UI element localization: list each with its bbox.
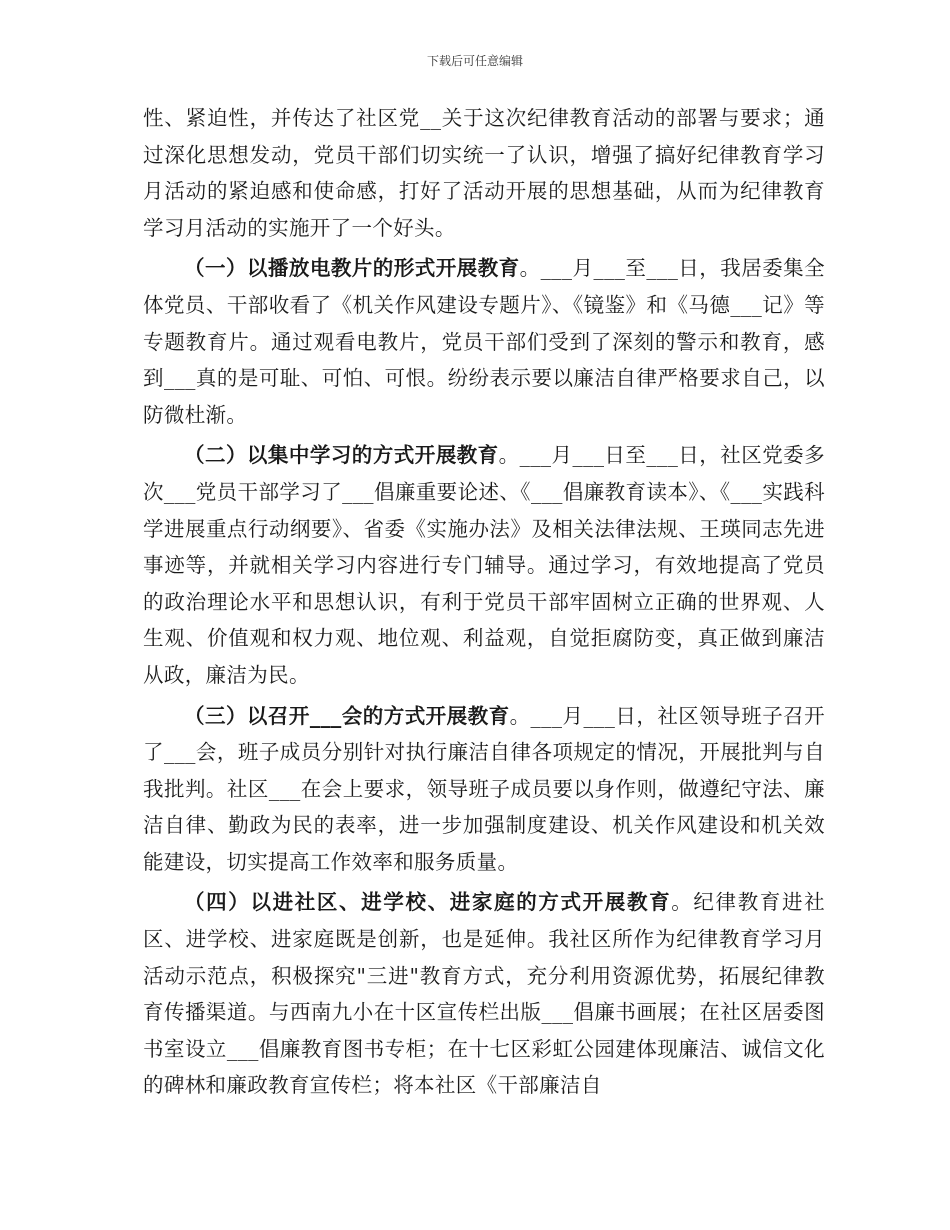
section-heading: （四）以进社区、进学校、进家庭的方式开展教育 [184,890,672,915]
paragraph-section-3 [143,698,825,881]
paragraph-text: 。___月___日至___日，社区党委多次___党员干部学习了___倡廉重要论述、《___倡廉教育读本》、《___实践科学进展重点行动纲要》、省委《实施办法》及相关法律法规、王瑛同志先进事迹等，并就相关学习内容进行专门辅导。通过学习，有效地提高了党员的政治理论水平和思想认识，有利于党员干部牢固树立正确的世界观、人生观、价值观和权力观、地位观、利益观，自觉拒腐防变，真正做到廉洁从政，廉洁为民。 [143,443,825,687]
paragraph-text: 性、紧迫性，并传达了社区党__关于这次纪律教育活动的部署与要求；通过深化思想发动，党员干部们切实统一了认识，增强了搞好纪律教育学习月活动的紧迫感和使命感，打好了活动开展的思想基础，从而为纪律教育学习月活动的实施开了一个好头。 [143,106,825,240]
page-header: 下载后可任意编辑 [426,54,523,68]
section-heading: （一）以播放电教片的形式开展教育 [184,256,520,281]
paragraph-intro [143,100,825,246]
paragraph-text: 。纪律教育进社区、进学校、进家庭既是创新，也是延伸。我社区所作为纪律教育学习月活动示范点，积极探究"三进"教育方式，充分利用资源优势，拓展纪律教育传播渠道。与西南九小在十区宣传栏出版___倡廉书画展；在社区居委图书室设立___倡廉教育图书专柜；在十七区彩虹公园建体现廉洁、诚信文化的碑林和廉政教育宣传栏；将本社区《干部廉洁自 [143,890,826,1098]
paragraph-section-2 [143,437,825,693]
paragraph-section-1 [143,250,825,433]
section-heading: （二）以集中学习的方式开展教育 [184,443,499,468]
paragraph-section-4 [143,884,825,1104]
paragraph-text: 。___月___至___日，我居委集全体党员、干部收看了《机关作风建设专题片》、《镜鉴》和《马德___记》等专题教育片。通过观看电教片，党员干部们受到了深刻的警示和教育，感到___真的是可耻、可怕、可恨。纷纷表示要以廉洁自律严格要求自己，以防微杜渐。 [143,256,825,427]
section-heading: （三）以召开___会的方式开展教育 [184,703,510,728]
document-body [143,100,825,1104]
paragraph-text: 。___月___日，社区领导班子召开了___会，班子成员分别针对执行廉洁自律各项规定的情况，开展批判与自我批判。社区___在会上要求，领导班子成员要以身作则，做遵纪守法、廉洁自律、勤政为民的表率，进一步加强制度建设、机关作风建设和机关效能建设，切实提高工作效率和服务质量。 [143,703,825,874]
